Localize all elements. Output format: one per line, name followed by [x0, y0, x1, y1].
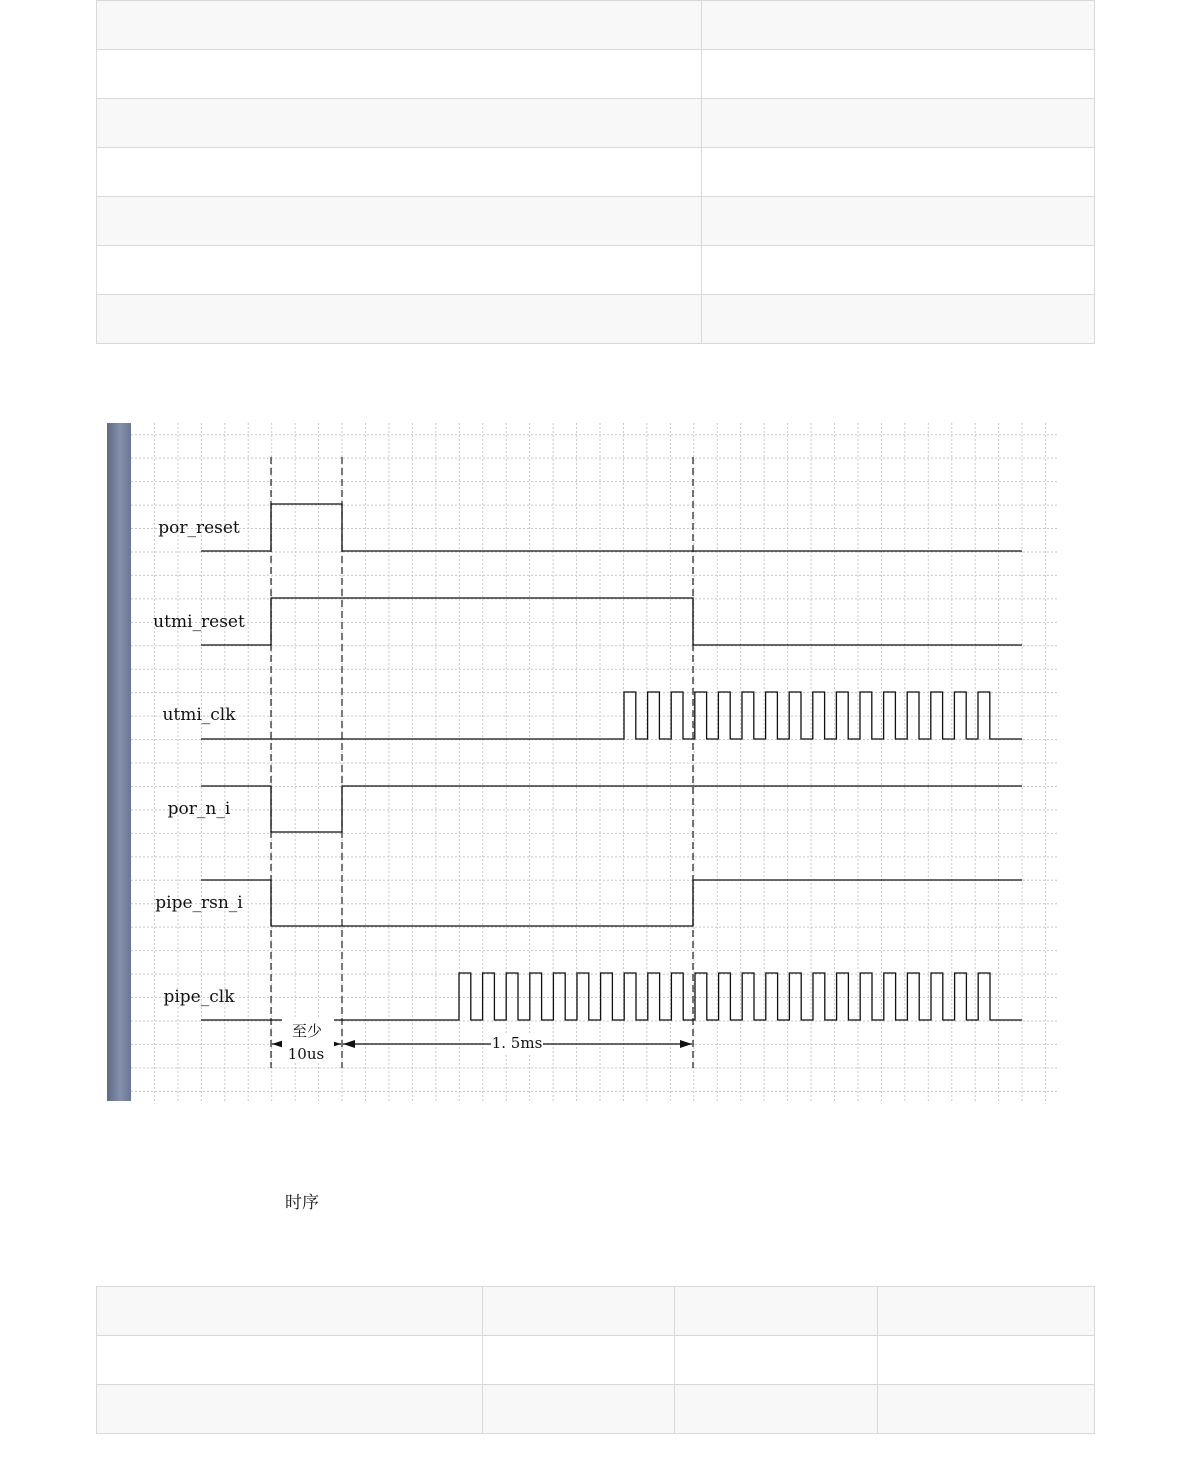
bottom-table-row — [97, 1287, 1095, 1336]
bottom-table-cell — [878, 1336, 1095, 1385]
signal-label-utmi-clk: utmi_clk — [162, 705, 236, 725]
top-table-row — [97, 197, 1095, 246]
bottom-table-row — [97, 1336, 1095, 1385]
top-table — [96, 0, 1095, 344]
top-table-cell — [97, 197, 702, 246]
bottom-table-row — [97, 1385, 1095, 1434]
diagram-sidebar — [107, 423, 131, 1101]
top-table-cell — [97, 246, 702, 295]
bottom-table-cell — [97, 1287, 483, 1336]
bottom-table-cell — [878, 1385, 1095, 1434]
top-table-cell — [97, 1, 702, 50]
top-table-row — [97, 50, 1095, 99]
top-table-cell — [702, 1, 1095, 50]
min-time-label-line1: 至少 — [291, 1022, 323, 1040]
top-table-cell — [702, 295, 1095, 344]
waveform-utmi-clk — [201, 692, 1022, 739]
delay-arrow-head-left — [343, 1040, 355, 1048]
waveforms — [201, 504, 1022, 1048]
signal-label-por-n-i: por_n_i — [167, 799, 231, 819]
top-table-cell — [702, 246, 1095, 295]
top-table-cell — [702, 99, 1095, 148]
bottom-table — [96, 1286, 1095, 1434]
top-table-cell — [702, 197, 1095, 246]
bottom-table-cell — [675, 1385, 878, 1434]
bottom-table-cell — [483, 1336, 675, 1385]
bottom-table-cell — [675, 1287, 878, 1336]
top-table-cell — [97, 295, 702, 344]
bottom-table-cell — [483, 1385, 675, 1434]
top-table-row — [97, 148, 1095, 197]
waveform-por-n-i — [201, 786, 1022, 832]
top-table-row — [97, 99, 1095, 148]
delay-label: 1. 5ms — [491, 1034, 543, 1052]
waveform-pipe-rsn-i — [201, 880, 1022, 926]
signal-labels — [153, 518, 245, 1007]
signal-label-pipe-clk: pipe_clk — [163, 987, 235, 1007]
delay-arrow-head-right — [680, 1040, 692, 1048]
bottom-table-cell — [878, 1287, 1095, 1336]
timing-diagram — [107, 423, 1059, 1101]
waveform-pipe-clk — [201, 973, 1022, 1020]
top-table-cell — [702, 148, 1095, 197]
top-table-cell — [97, 50, 702, 99]
bottom-table-cell — [97, 1336, 483, 1385]
top-table-row — [97, 1, 1095, 50]
top-table-cell — [97, 99, 702, 148]
bottom-table-cell — [483, 1287, 675, 1336]
top-table-cell — [702, 50, 1095, 99]
top-table-cell — [97, 148, 702, 197]
signal-label-por-reset: por_reset — [158, 518, 240, 538]
min-time-label-line2: 10us — [287, 1045, 325, 1063]
top-table-row — [97, 246, 1095, 295]
bottom-table-cell — [675, 1336, 878, 1385]
top-table-row — [97, 295, 1095, 344]
diagram-caption: 时序 — [285, 1193, 319, 1213]
waveform-por-reset — [201, 504, 1022, 551]
waveform-utmi-reset — [201, 598, 1022, 645]
bottom-table-cell — [97, 1385, 483, 1434]
signal-label-pipe-rsn-i: pipe_rsn_i — [155, 893, 243, 913]
signal-label-utmi-reset: utmi_reset — [153, 612, 245, 632]
